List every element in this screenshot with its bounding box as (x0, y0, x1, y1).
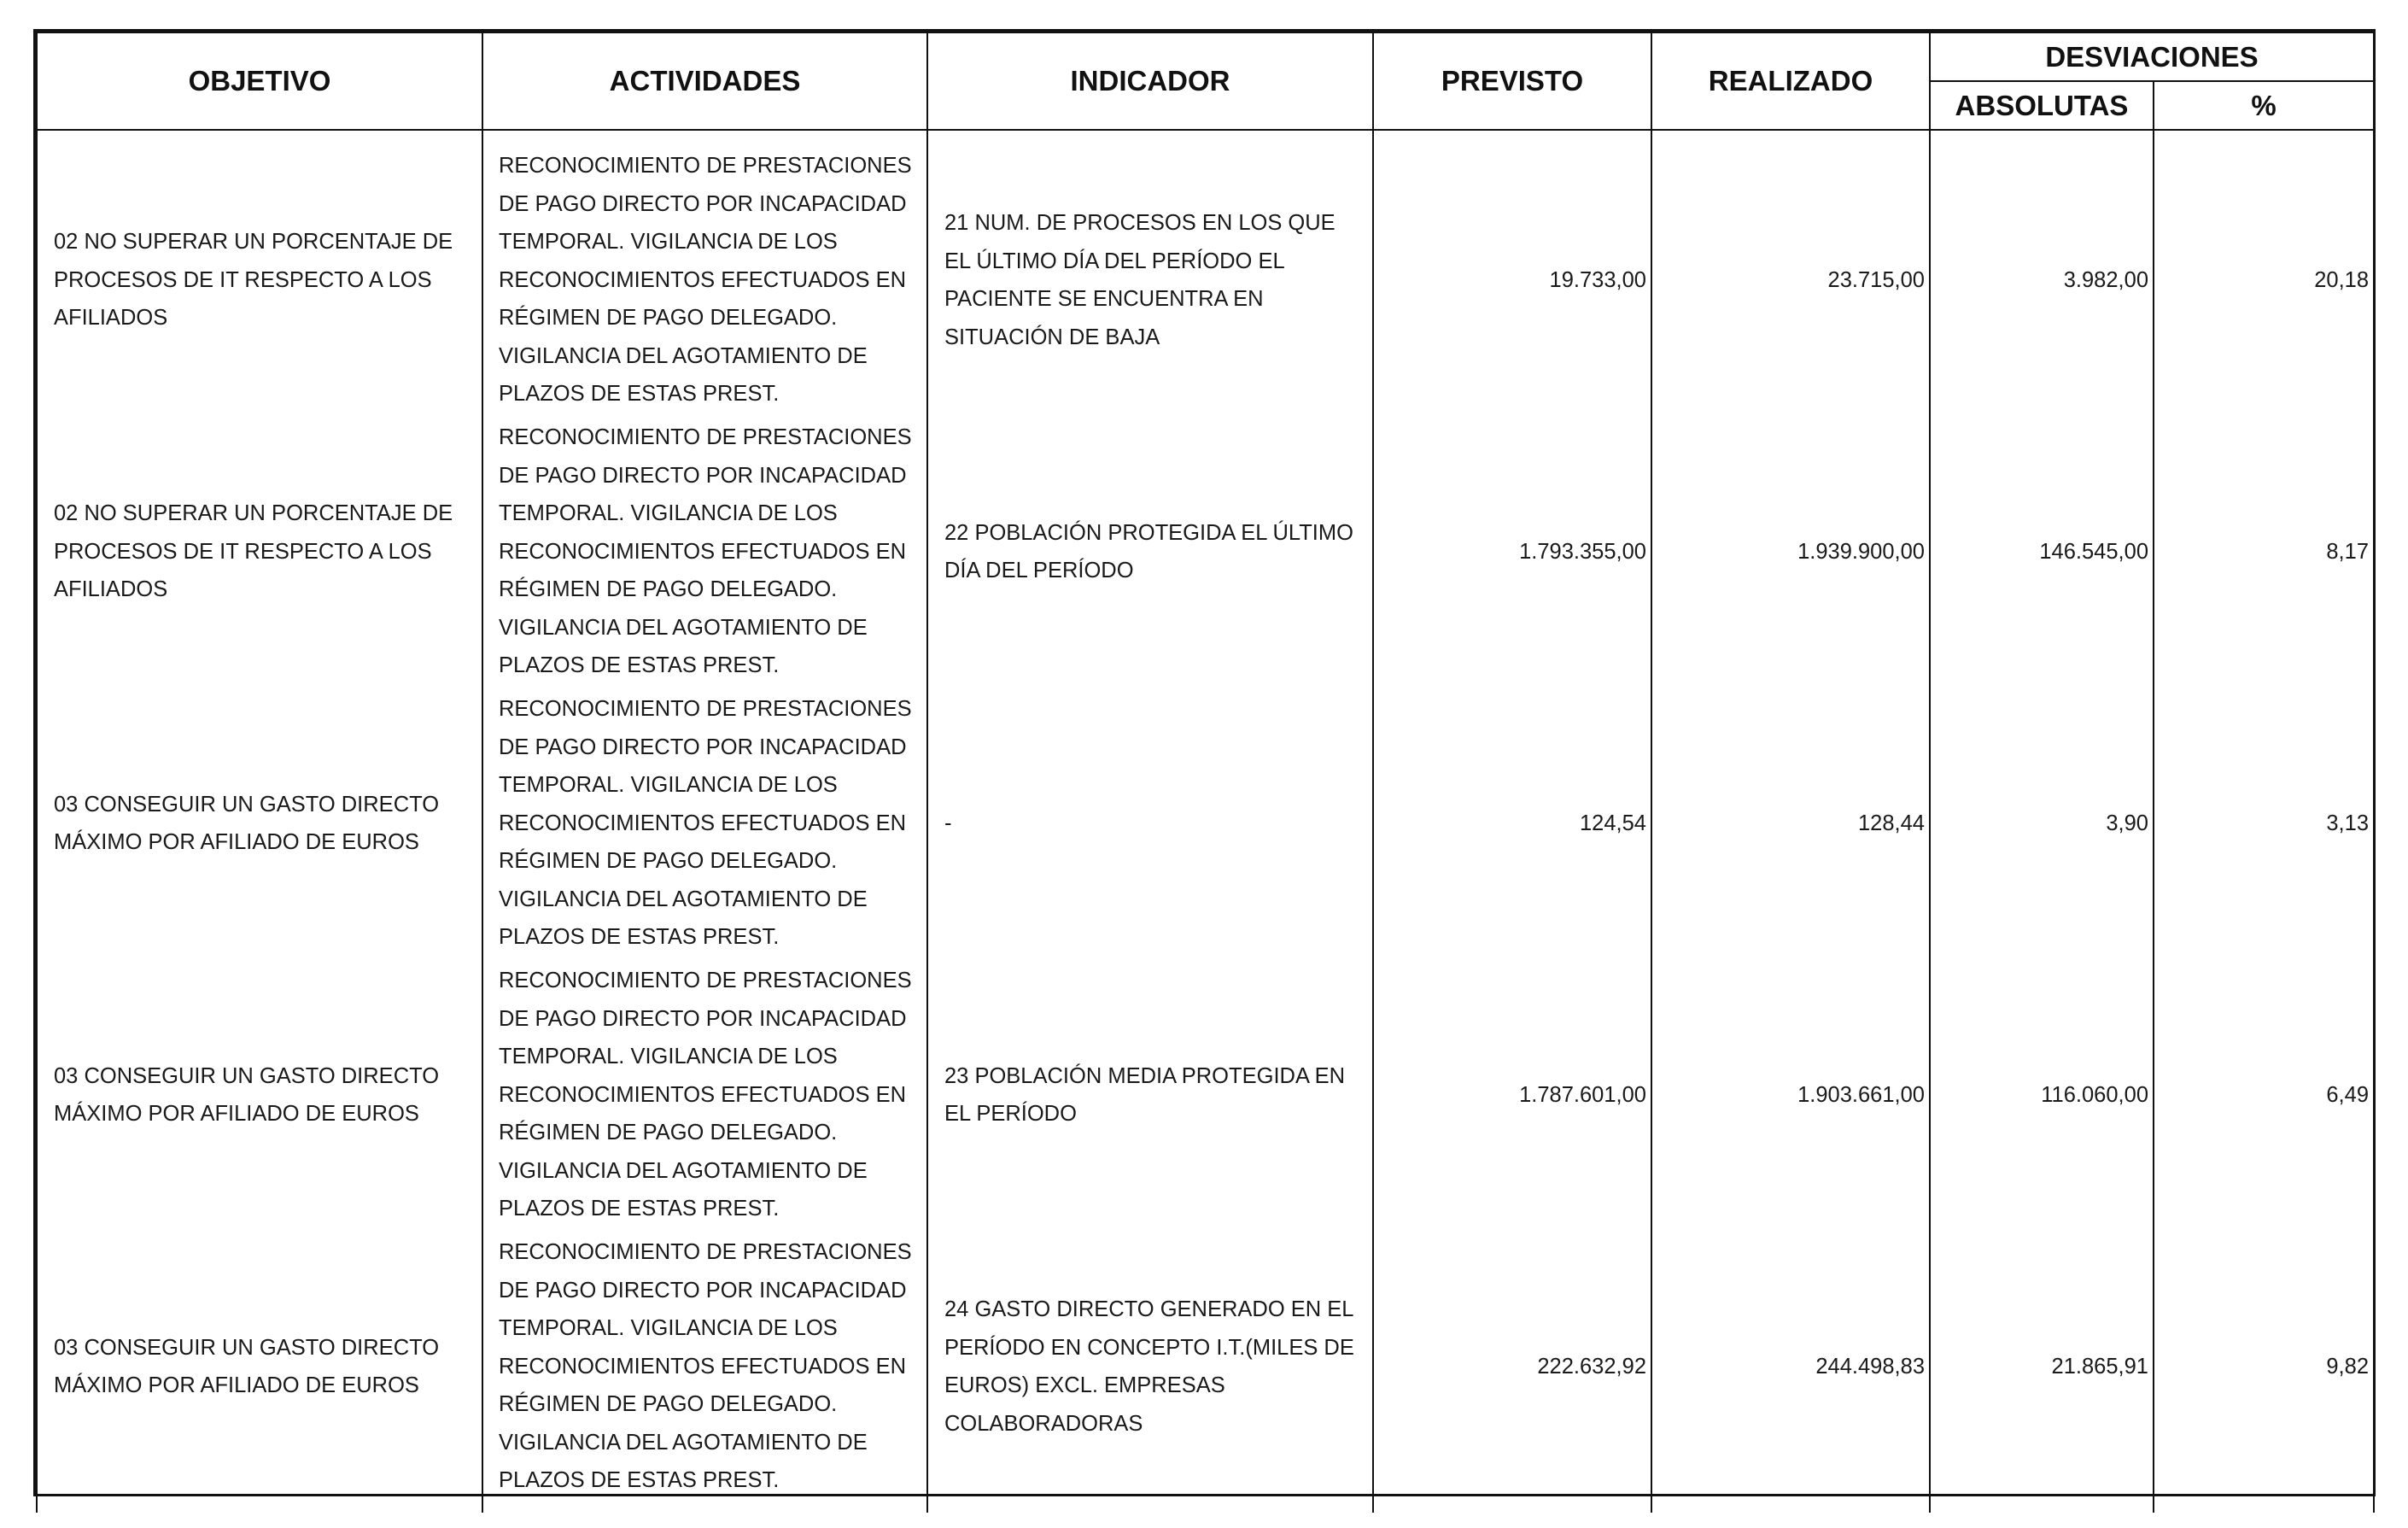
cell-objetivo: 03 CONSEGUIR UN GASTO DIRECTO MÁXIMO POR AFILIADO DE EUROS (37, 959, 482, 1231)
cell-indicador: 22 POBLACIÓN PROTEGIDA EL ÚLTIMO DÍA DEL PERÍODO (927, 416, 1373, 688)
cell-absolutas: 3,90 (1930, 688, 2154, 959)
table-row (37, 130, 2374, 416)
cell-porcentaje: 8,17 (2154, 416, 2374, 688)
cell-objetivo: 02 NO SUPERAR UN PORCENTAJE DE PROCESOS DE IT RESPECTO A LOS AFILIADOS (37, 130, 482, 416)
objectives-table (36, 32, 2375, 1513)
cell-realizado: 1.903.661,00 (1651, 959, 1930, 1231)
cell-absolutas: 3.982,00 (1930, 130, 2154, 416)
cell-actividades: RECONOCIMIENTO DE PRESTACIONES DE PAGO DIRECTO POR INCAPACIDAD TEMPORAL. VIGILANCIA DE LOS RECONOCIMIENTOS EFECTUADOS EN RÉGIMEN DE PAGO DELEGADO. VIGILANCIA DEL AGOTAMIENTO DE PLAZOS DE ESTAS PREST. (482, 959, 927, 1231)
cell-objetivo: 03 CONSEGUIR UN GASTO DIRECTO MÁXIMO POR AFILIADO DE EUROS (37, 1231, 482, 1513)
header-absolutas: ABSOLUTAS (1930, 81, 2154, 130)
table-row (37, 688, 2374, 959)
cell-porcentaje: 20,18 (2154, 130, 2374, 416)
cell-absolutas: 146.545,00 (1930, 416, 2154, 688)
report-sheet (33, 29, 2376, 1496)
cell-realizado: 244.498,83 (1651, 1231, 1930, 1513)
cell-absolutas: 116.060,00 (1930, 959, 2154, 1231)
header-realizado: REALIZADO (1651, 32, 1930, 130)
header-porcentaje: % (2154, 81, 2374, 130)
cell-porcentaje: 3,13 (2154, 688, 2374, 959)
cell-actividades: RECONOCIMIENTO DE PRESTACIONES DE PAGO DIRECTO POR INCAPACIDAD TEMPORAL. VIGILANCIA DE LOS RECONOCIMIENTOS EFECTUADOS EN RÉGIMEN DE PAGO DELEGADO. VIGILANCIA DEL AGOTAMIENTO DE PLAZOS DE ESTAS PREST. (482, 416, 927, 688)
cell-porcentaje: 9,82 (2154, 1231, 2374, 1513)
header-indicador: INDICADOR (927, 32, 1373, 130)
cell-previsto: 1.787.601,00 (1373, 959, 1651, 1231)
header-desviaciones: DESVIACIONES (1930, 32, 2374, 81)
table-row (37, 416, 2374, 688)
cell-indicador: 23 POBLACIÓN MEDIA PROTEGIDA EN EL PERÍODO (927, 959, 1373, 1231)
table-body (37, 130, 2374, 1513)
cell-realizado: 1.939.900,00 (1651, 416, 1930, 688)
cell-indicador: - (927, 688, 1373, 959)
header-previsto: PREVISTO (1373, 32, 1651, 130)
cell-actividades: RECONOCIMIENTO DE PRESTACIONES DE PAGO DIRECTO POR INCAPACIDAD TEMPORAL. VIGILANCIA DE LOS RECONOCIMIENTOS EFECTUADOS EN RÉGIMEN DE PAGO DELEGADO. VIGILANCIA DEL AGOTAMIENTO DE PLAZOS DE ESTAS PREST. (482, 1231, 927, 1513)
cell-realizado: 23.715,00 (1651, 130, 1930, 416)
table-row (37, 1231, 2374, 1513)
cell-previsto: 1.793.355,00 (1373, 416, 1651, 688)
table-row (37, 959, 2374, 1231)
cell-absolutas: 21.865,91 (1930, 1231, 2154, 1513)
cell-realizado: 128,44 (1651, 688, 1930, 959)
cell-actividades: RECONOCIMIENTO DE PRESTACIONES DE PAGO DIRECTO POR INCAPACIDAD TEMPORAL. VIGILANCIA DE LOS RECONOCIMIENTOS EFECTUADOS EN RÉGIMEN DE PAGO DELEGADO. VIGILANCIA DEL AGOTAMIENTO DE PLAZOS DE ESTAS PREST. (482, 688, 927, 959)
cell-indicador: 24 GASTO DIRECTO GENERADO EN EL PERÍODO EN CONCEPTO I.T.(MILES DE EUROS) EXCL. EMPRESAS COLABORADORAS (927, 1231, 1373, 1513)
table-header (37, 32, 2374, 130)
cell-previsto: 19.733,00 (1373, 130, 1651, 416)
cell-actividades: RECONOCIMIENTO DE PRESTACIONES DE PAGO DIRECTO POR INCAPACIDAD TEMPORAL. VIGILANCIA DE LOS RECONOCIMIENTOS EFECTUADOS EN RÉGIMEN DE PAGO DELEGADO. VIGILANCIA DEL AGOTAMIENTO DE PLAZOS DE ESTAS PREST. (482, 130, 927, 416)
cell-objetivo: 03 CONSEGUIR UN GASTO DIRECTO MÁXIMO POR AFILIADO DE EUROS (37, 688, 482, 959)
cell-porcentaje: 6,49 (2154, 959, 2374, 1231)
cell-indicador: 21 NUM. DE PROCESOS EN LOS QUE EL ÚLTIMO DÍA DEL PERÍODO EL PACIENTE SE ENCUENTRA EN SITUACIÓN DE BAJA (927, 130, 1373, 416)
header-actividades: ACTIVIDADES (482, 32, 927, 130)
cell-objetivo: 02 NO SUPERAR UN PORCENTAJE DE PROCESOS DE IT RESPECTO A LOS AFILIADOS (37, 416, 482, 688)
header-objetivo: OBJETIVO (37, 32, 482, 130)
cell-previsto: 222.632,92 (1373, 1231, 1651, 1513)
cell-previsto: 124,54 (1373, 688, 1651, 959)
